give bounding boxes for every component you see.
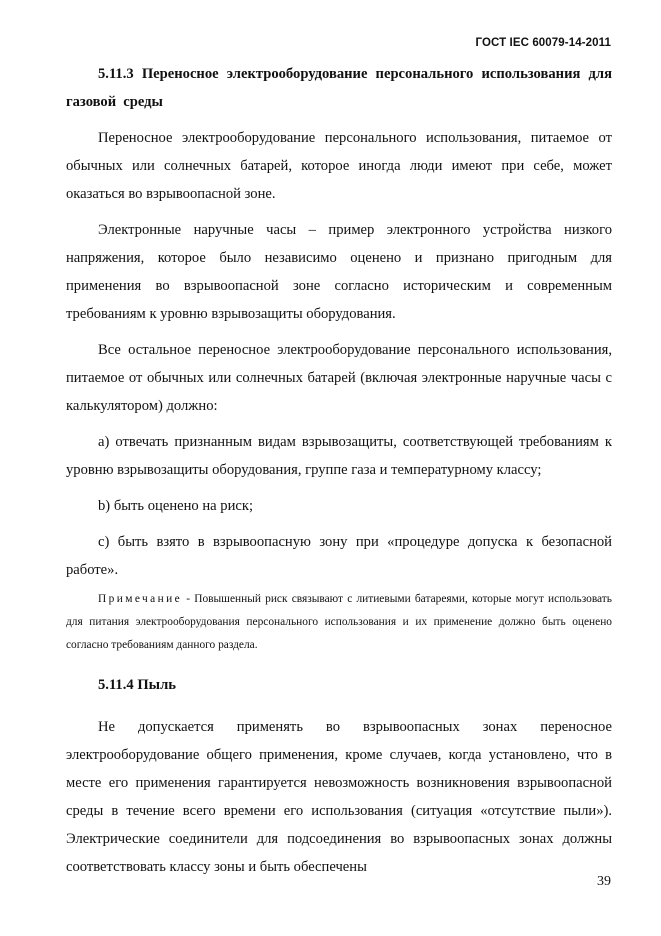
- section-heading-5-11-3: [66, 60, 612, 116]
- paragraph-watch-example: Электронные наручные часы – пример электронного устройства низкого напряжения, которое было независимо оценено и признано пригодным для применения во взрывоопасной зоне согласно историческим и современным требованиям к уровню взрывозащиты оборудования.: [66, 222, 612, 322]
- list-item-a: [66, 428, 612, 484]
- section-heading-5-11-4: 5.11.4 Пыль: [98, 677, 176, 693]
- paragraph-other-equipment: Все остальное переносное электрооборудование персонального использования, питаемое от обычных или солнечных батарей (включая электронные наручные часы с калькулятором) должно:: [66, 342, 612, 414]
- section-number: 5.11.3: [98, 66, 134, 82]
- document-header-id: ГОСТ IEC 60079-14-2011: [475, 37, 611, 49]
- note-text: - Повышенный риск связывают с литиевыми батареями, которые могут использовать для питания электрооборудования персонального использования и их применение должно быть оценено согласно требованиям данного раздела.: [66, 593, 612, 651]
- note-paragraph: [66, 588, 612, 657]
- paragraph-portable-equipment: Переносное электрооборудование персонального использования, питаемое от обычных или солнечных батарей, которое иногда люди имеют при себе, может оказаться во взрывоопасной зоне.: [66, 130, 612, 202]
- list-marker: b): [98, 498, 111, 514]
- list-item-c: [66, 528, 612, 584]
- page-number: 39: [597, 874, 611, 889]
- list-marker: c): [98, 534, 110, 550]
- page-body: [66, 60, 612, 881]
- list-text: быть взято в взрывоопасную зону при «процедуре допуска к безопасной работе».: [66, 534, 612, 578]
- list-text: отвечать признанным видам взрывозащиты, соответствующей требованиям к уровню взрывозащиты оборудования, группе газа и температурному классу;: [66, 434, 612, 478]
- list-item-b: [66, 492, 612, 520]
- paragraph-dust: Не допускается применять во взрывоопасных зонах переносное электрооборудование общего применения, кроме случаев, когда установлено, что в месте его применения гарантируется невозможность возникновения взрывоопасной среды в течение всего времени его использования (ситуация «отсутствие пыли»). Электрические соединители для подсоединения во взрывоопасных зонах должны соответствовать классу зоны и быть обеспечены: [66, 719, 612, 875]
- list-text: быть оценено на риск;: [113, 498, 254, 514]
- note-label: Примечание: [98, 593, 183, 605]
- section-title: Переносное электрооборудование персонального использования для газовой среды: [66, 66, 612, 110]
- list-marker: a): [98, 434, 110, 450]
